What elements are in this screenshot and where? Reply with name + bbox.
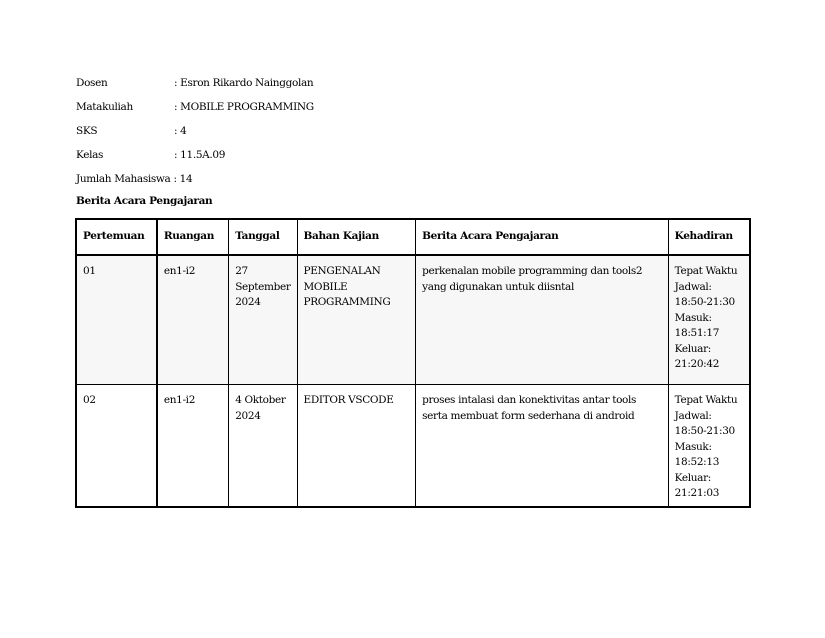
header-bahan-kajian: Bahan Kajian [297, 219, 416, 255]
cell-kehadiran [668, 385, 750, 508]
info-value-sks: : 4 [174, 125, 187, 137]
section-title: Berita Acara Pengajaran [76, 195, 213, 207]
info-matakuliah [76, 100, 314, 114]
kehadiran-masuk-label: Masuk: [674, 311, 712, 324]
info-kelas [76, 148, 225, 162]
kehadiran-status: Tepat Waktu [674, 394, 738, 406]
info-value-dosen: : Esron Rikardo Nainggolan [174, 77, 314, 89]
info-value-kelas: : 11.5A.09 [174, 149, 226, 161]
header-ruangan: Ruangan [157, 219, 229, 255]
kehadiran-jadwal-value: 18:50-21:30 [674, 296, 735, 308]
cell-ruangan: en1-i2 [157, 255, 229, 385]
info-value-matakuliah: : MOBILE PROGRAMMING [174, 101, 314, 113]
kehadiran-masuk-value: 18:51:17 [674, 327, 720, 339]
kehadiran-keluar-label: Keluar: [674, 342, 711, 355]
kehadiran-jadwal-value: 18:50-21:30 [674, 425, 735, 437]
kehadiran-masuk-value: 18:52:13 [674, 456, 720, 468]
kehadiran-keluar-label: Keluar: [674, 471, 711, 484]
kehadiran-masuk-label: Masuk: [674, 440, 712, 453]
cell-bahan-kajian: EDITOR VSCODE [297, 385, 416, 508]
cell-tanggal: 4 Oktober 2024 [229, 385, 297, 508]
info-label-jumlah: Jumlah Mahasiswa [76, 173, 171, 185]
table-row [76, 255, 750, 385]
kehadiran-jadwal-label: Jadwal: [674, 280, 712, 293]
cell-berita-acara: proses intalasi dan konektivitas antar tools serta membuat form sederhana di android [416, 385, 669, 508]
cell-ruangan: en1-i2 [157, 385, 229, 508]
header-kehadiran: Kehadiran [668, 219, 750, 255]
info-label-dosen: Dosen [76, 77, 108, 89]
info-value-jumlah: : 14 [173, 173, 193, 185]
kehadiran-jadwal-label: Jadwal: [674, 409, 712, 422]
table-row [76, 385, 750, 508]
cell-pertemuan: 02 [76, 385, 157, 508]
info-label-matakuliah: Matakuliah [76, 101, 133, 113]
info-dosen [76, 76, 313, 90]
cell-kehadiran [668, 255, 750, 385]
kehadiran-status: Tepat Waktu [674, 265, 738, 277]
header-pertemuan: Pertemuan [76, 219, 157, 255]
header-tanggal: Tanggal [229, 219, 297, 255]
info-label-kelas: Kelas [76, 149, 104, 161]
cell-pertemuan: 01 [76, 255, 157, 385]
table-header-row [76, 219, 750, 255]
kehadiran-keluar-value: 21:20:42 [674, 358, 720, 370]
info-label-sks: SKS [76, 125, 98, 137]
header-berita-acara: Berita Acara Pengajaran [416, 219, 669, 255]
berita-acara-table [75, 218, 751, 508]
kehadiran-keluar-value: 21:21:03 [674, 487, 720, 499]
cell-bahan-kajian: PENGENALAN MOBILE PROGRAMMING [297, 255, 416, 385]
info-sks [76, 124, 187, 138]
cell-berita-acara: perkenalan mobile programming dan tools2 yang digunakan untuk diisntal [416, 255, 669, 385]
cell-tanggal: 27 September 2024 [229, 255, 297, 385]
info-jumlah-mahasiswa [76, 172, 192, 186]
